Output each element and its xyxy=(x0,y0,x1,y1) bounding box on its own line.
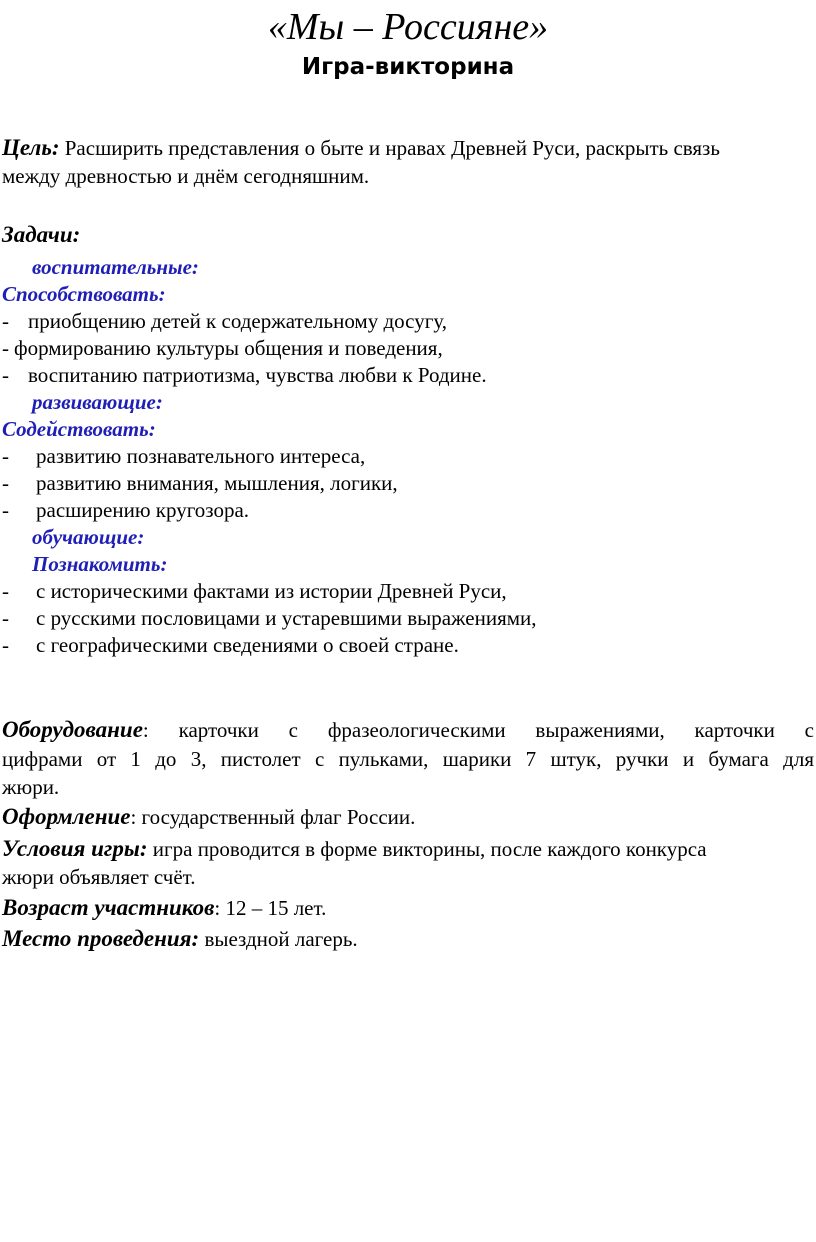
decoration-label: Оформление xyxy=(2,804,131,829)
list-item: - с русскими пословицами и устаревшими выражениями, xyxy=(2,606,537,630)
age-line: Возраст участников: 12 – 15 лет. xyxy=(2,895,327,920)
place-label: Место проведения: xyxy=(2,926,200,951)
verb-introduce: Познакомить: xyxy=(32,552,168,576)
verb-promote: Способствовать: xyxy=(2,282,166,306)
category-teaching: обучающие: xyxy=(32,525,145,549)
age-label: Возраст участников xyxy=(2,895,215,920)
goal-label: Цель: xyxy=(2,135,60,160)
list-item: - воспитанию патриотизма, чувства любви к Родине. xyxy=(2,363,487,387)
equipment-line-2: цифрами от 1 до 3, пистолет с пульками, шарики 7 штук, ручки и бумага для xyxy=(2,747,814,771)
category-developing: развивающие: xyxy=(32,390,163,414)
verb-assist: Содействовать: xyxy=(2,417,156,441)
conditions-label: Условия игры: xyxy=(2,836,148,861)
goal-line-1 xyxy=(2,134,720,162)
equipment-line-3: жюри. xyxy=(2,775,60,799)
list-item: - развитию познавательного интереса, xyxy=(2,444,366,468)
tasks-label: Задачи: xyxy=(2,222,81,247)
place-line: Место проведения: выездной лагерь. xyxy=(2,926,358,951)
list-item: - приобщению детей к содержательному досугу, xyxy=(2,309,447,333)
list-item: - формированию культуры общения и поведения, xyxy=(2,336,443,360)
equipment-label: Оборудование xyxy=(2,717,143,742)
page-subtitle: Игра-викторина xyxy=(301,54,515,80)
conditions-line-1: Условия игры: игра проводится в форме викторины, после каждого конкурса xyxy=(2,836,707,861)
page-title: «Мы – Россияне» xyxy=(267,6,549,48)
list-item: - с историческими фактами из истории Древней Руси, xyxy=(2,579,507,603)
decoration-line: Оформление: государственный флаг России. xyxy=(2,804,416,829)
goal-text-2: между древностью и днём сегодняшним. xyxy=(2,164,370,188)
conditions-line-2: жюри объявляет счёт. xyxy=(2,865,196,889)
list-item: - с географическими сведениями о своей стране. xyxy=(2,633,459,657)
equipment-line-1: Оборудование: карточки с фразеологическими выражениями, карточки с xyxy=(2,717,814,742)
list-item: - расширению кругозора. xyxy=(2,498,250,522)
goal-text-1: Расширить представления о быте и нравах Древней Руси, раскрыть связь xyxy=(64,136,720,160)
category-educational: воспитательные: xyxy=(32,255,199,279)
list-item: - развитию внимания, мышления, логики, xyxy=(2,471,398,495)
